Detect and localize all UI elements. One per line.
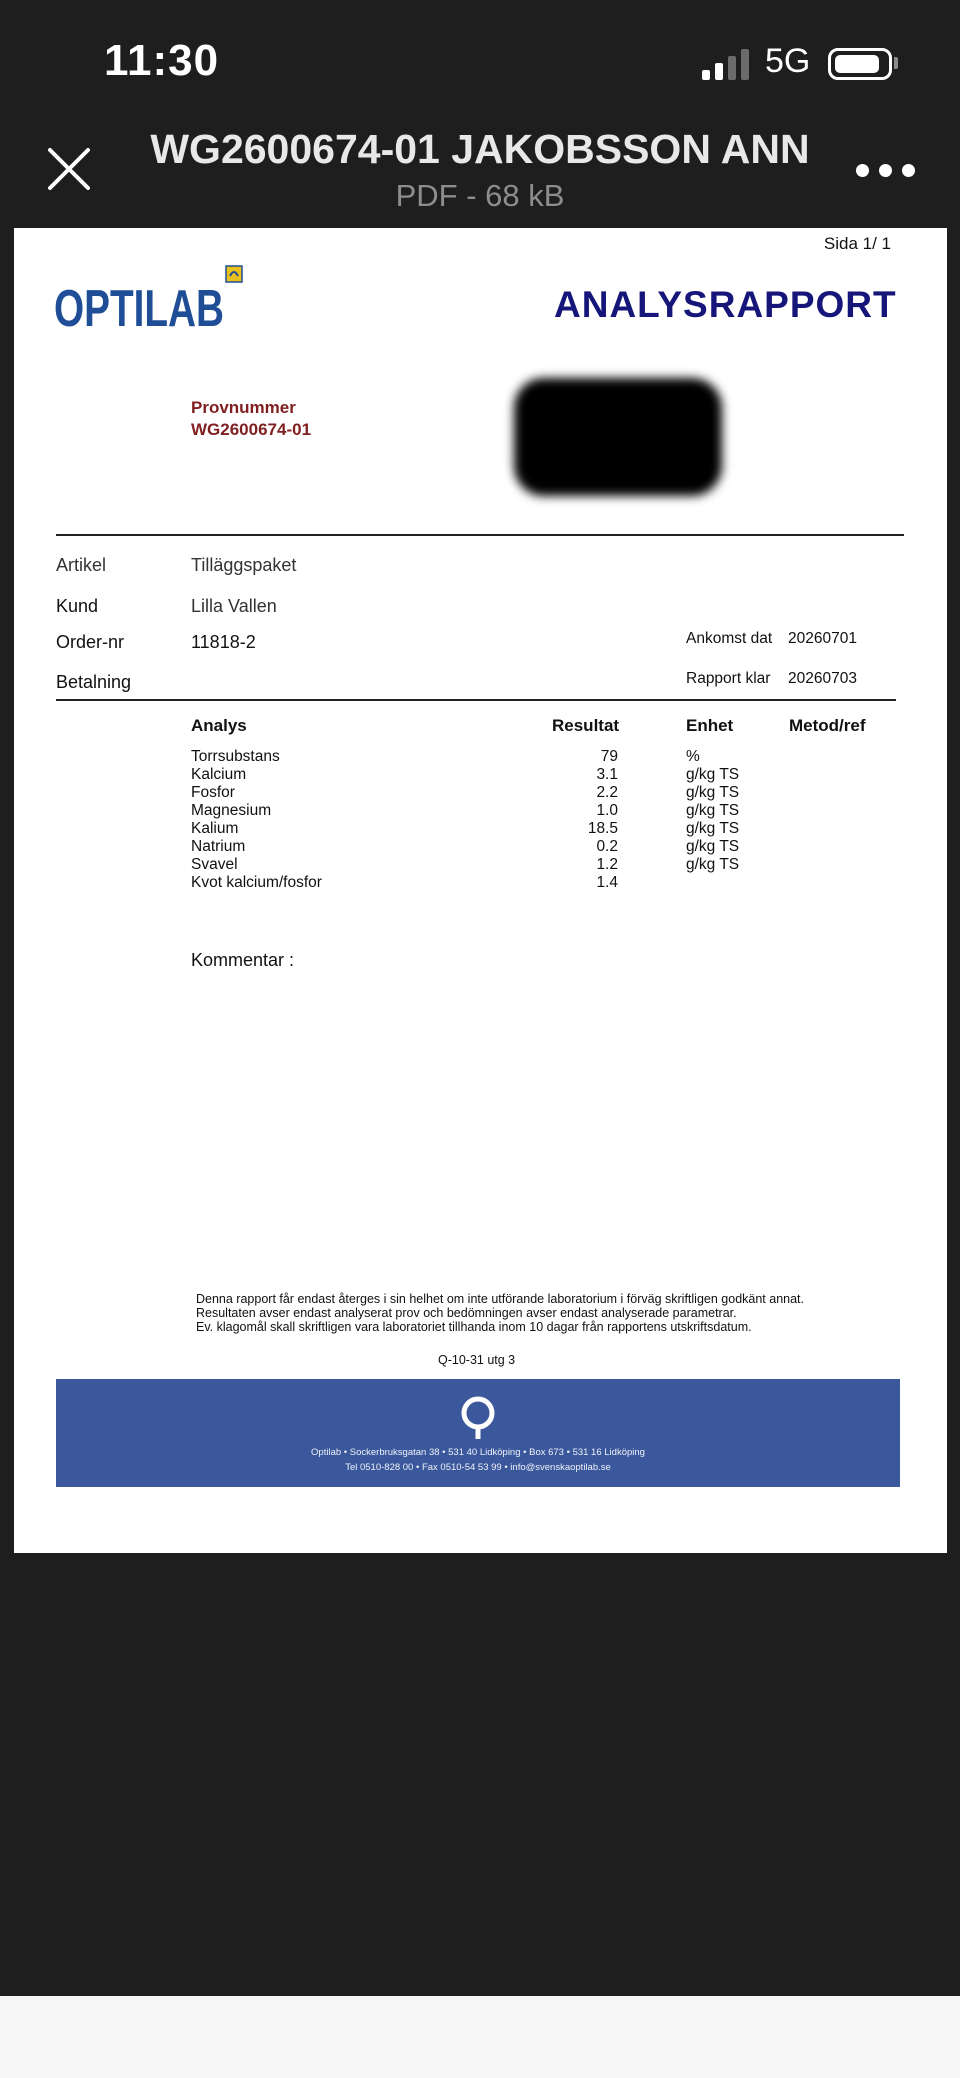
comment-label: Kommentar :: [191, 950, 295, 970]
result-row-unit: %: [686, 748, 700, 765]
result-row-analysis: Natrium: [191, 838, 246, 855]
result-row-analysis: Svavel: [191, 856, 238, 873]
divider: [56, 534, 904, 536]
disclaimer-line: Ev. klagomål skall skriftligen vara laboratoriet tillhanda inom 10 dagar från rapportens utskriftsdatum.: [196, 1320, 752, 1334]
result-row-analysis: Torrsubstans: [191, 748, 280, 765]
network-type: 5G: [765, 42, 811, 80]
result-row-value: 0.2: [596, 838, 618, 855]
result-row-value: 79: [600, 748, 618, 765]
pdf-page[interactable]: [14, 228, 947, 1553]
result-row-analysis: Kalium: [191, 820, 239, 837]
close-button[interactable]: [44, 144, 94, 194]
sample-number: WG2600674-01: [191, 420, 312, 439]
result-row-unit: g/kg TS: [686, 820, 740, 837]
column-header-unit: Enhet: [686, 716, 734, 735]
footer-address: Optilab • Sockerbruksgatan 38 • 531 40 Lidköping • Box 673 • 531 16 Lidköping: [311, 1447, 645, 1458]
field-label-payment: Betalning: [56, 672, 132, 692]
more-options-icon: [856, 164, 869, 177]
close-icon: [44, 144, 94, 194]
more-options-icon: [902, 164, 915, 177]
redacted-address: [514, 378, 722, 496]
disclaimer-line: Resultaten avser endast analyserat prov och bedömningen avser endast analyserade parametrar.: [196, 1306, 737, 1320]
result-row-analysis: Magnesium: [191, 802, 272, 819]
column-header-result: Resultat: [552, 716, 620, 735]
optilab-symbol-icon: [458, 1395, 498, 1441]
viewer-header: [0, 112, 960, 222]
result-row-value: 3.1: [596, 766, 618, 783]
document-subtitle: PDF - 68 kB: [395, 178, 565, 213]
field-value-order: 11818-2: [191, 632, 256, 652]
report-ready-date: 20260703: [788, 670, 857, 687]
divider: [56, 699, 896, 701]
field-value-customer: Lilla Vallen: [191, 596, 277, 616]
column-header-method: Metod/ref: [789, 716, 866, 735]
footer-band: [56, 1379, 900, 1487]
report-ready-label: Rapport klar: [686, 670, 771, 687]
page-indicator: Sida 1/ 1: [823, 234, 891, 253]
arrival-date: 20260701: [788, 630, 857, 647]
column-header-analysis: Analys: [191, 716, 247, 735]
result-row-analysis: Fosfor: [191, 784, 235, 801]
result-row-analysis: Kalcium: [191, 766, 247, 783]
home-indicator-area: [0, 1996, 960, 2078]
form-id: Q-10-31 utg 3: [438, 1353, 516, 1367]
result-row-unit: g/kg TS: [686, 784, 740, 801]
document-title: WG2600674-01 JAKOBSSON ANN: [150, 126, 810, 172]
status-time: 11:30: [104, 36, 220, 85]
disclaimer-line: Denna rapport får endast återges i sin helhet om inte utförande laboratorium i förväg skriftligen godkänt annat.: [196, 1292, 804, 1306]
svg-text:OPTILAB: OPTILAB: [54, 280, 224, 338]
result-row-value: 18.5: [587, 820, 618, 837]
result-row-unit: g/kg TS: [686, 766, 740, 783]
optilab-logo: [54, 266, 242, 338]
result-row-unit: g/kg TS: [686, 856, 740, 873]
result-row-unit: g/kg TS: [686, 838, 740, 855]
field-label-order: Order-nr: [56, 632, 125, 652]
field-label-article: Artikel: [56, 555, 107, 575]
result-row-value: 1.4: [596, 874, 618, 891]
result-row-analysis: Kvot kalcium/fosfor: [191, 874, 322, 891]
result-row-value: 1.2: [596, 856, 618, 873]
result-row-unit: g/kg TS: [686, 802, 740, 819]
battery-cap: [894, 57, 898, 69]
status-bar: [0, 0, 960, 110]
sample-number-label: Provnummer: [191, 398, 296, 417]
more-options-icon: [879, 164, 892, 177]
result-row-value: 1.0: [596, 802, 618, 819]
result-row-value: 2.2: [596, 784, 618, 801]
more-options-button[interactable]: [856, 160, 916, 182]
report-title: ANALYSRAPPORT: [554, 284, 897, 325]
arrival-date-label: Ankomst dat: [686, 630, 773, 647]
footer-contact: Tel 0510-828 00 • Fax 0510-54 53 99 • info@svenskaoptilab.se: [345, 1462, 611, 1473]
battery-icon: [828, 48, 892, 80]
field-label-customer: Kund: [56, 596, 99, 616]
field-value-article: Tilläggspaket: [191, 555, 297, 575]
signal-strength-icon: [702, 48, 752, 80]
